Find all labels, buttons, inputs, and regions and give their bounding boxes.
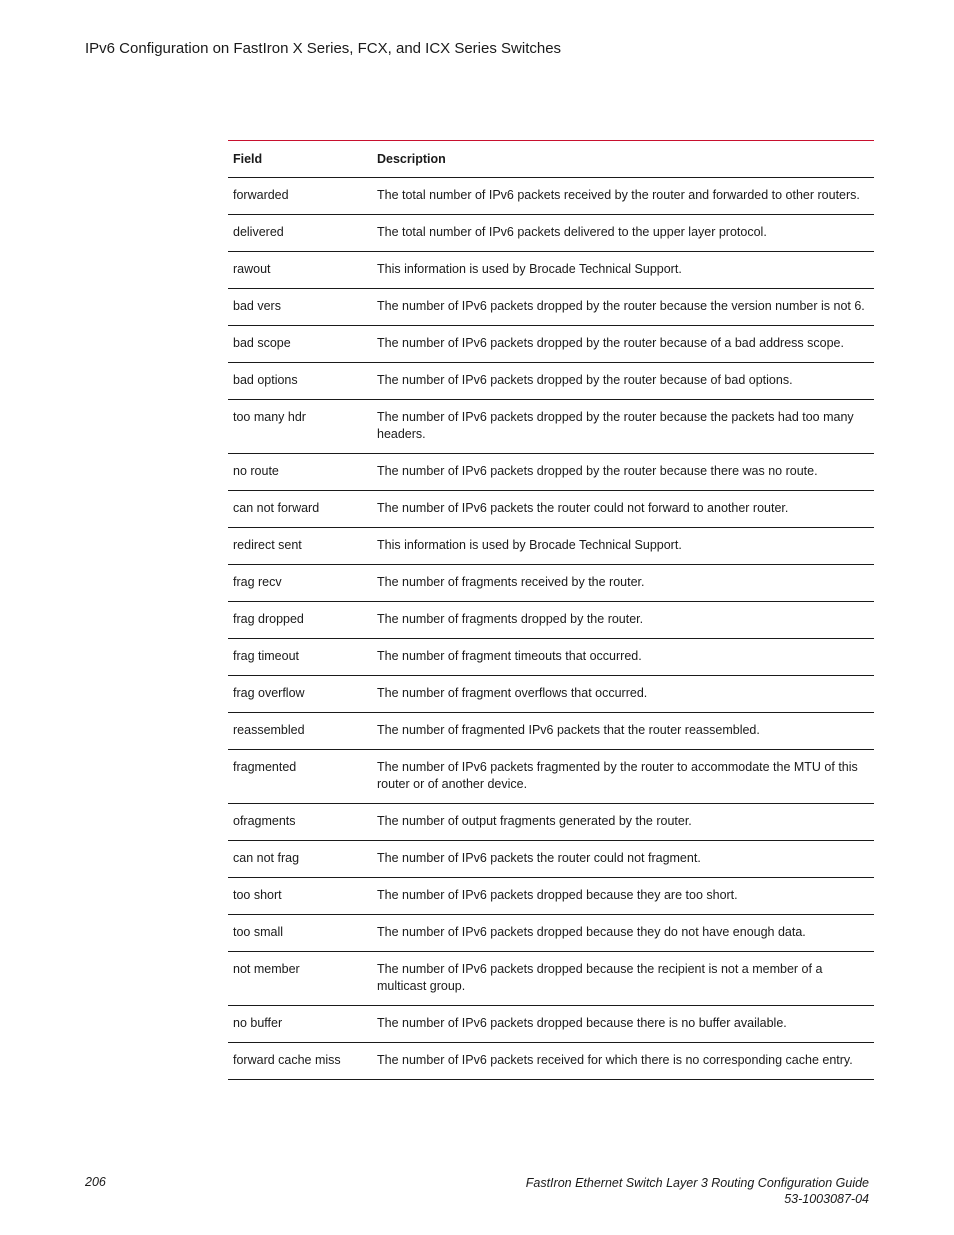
- table-row: [228, 676, 874, 713]
- field-cell: too short: [228, 878, 372, 915]
- field-cell: rawout: [228, 252, 372, 289]
- field-cell: fragmented: [228, 750, 372, 804]
- table-row: [228, 252, 874, 289]
- table-row: [228, 639, 874, 676]
- description-cell: The number of fragments received by the router.: [372, 565, 874, 602]
- description-cell: The number of IPv6 packets the router could not fragment.: [372, 841, 874, 878]
- table-row: [228, 804, 874, 841]
- field-cell: too many hdr: [228, 400, 372, 454]
- table-row: [228, 528, 874, 565]
- table-row: [228, 178, 874, 215]
- column-header-field: Field: [228, 141, 372, 178]
- table-row: [228, 326, 874, 363]
- field-cell: ofragments: [228, 804, 372, 841]
- table-row: [228, 952, 874, 1006]
- table-row: [228, 454, 874, 491]
- field-cell: can not forward: [228, 491, 372, 528]
- field-cell: bad scope: [228, 326, 372, 363]
- document-number: 53-1003087-04: [784, 1192, 869, 1206]
- description-cell: The number of IPv6 packets dropped by the router because of a bad address scope.: [372, 326, 874, 363]
- table-row: [228, 602, 874, 639]
- field-cell: frag timeout: [228, 639, 372, 676]
- description-cell: The number of IPv6 packets dropped by the router because there was no route.: [372, 454, 874, 491]
- table-row: [228, 215, 874, 252]
- field-description-table: [228, 140, 874, 1080]
- table-row: [228, 1006, 874, 1043]
- field-cell: redirect sent: [228, 528, 372, 565]
- description-cell: The number of fragments dropped by the router.: [372, 602, 874, 639]
- field-cell: frag overflow: [228, 676, 372, 713]
- description-cell: The number of IPv6 packets dropped because they are too short.: [372, 878, 874, 915]
- field-cell: no buffer: [228, 1006, 372, 1043]
- description-cell: The number of IPv6 packets dropped because the recipient is not a member of a multicast group.: [372, 952, 874, 1006]
- description-cell: The number of IPv6 packets dropped by the router because of bad options.: [372, 363, 874, 400]
- field-cell: reassembled: [228, 713, 372, 750]
- description-cell: The number of fragment overflows that occurred.: [372, 676, 874, 713]
- page-number: 206: [85, 1175, 106, 1189]
- guide-title: FastIron Ethernet Switch Layer 3 Routing Configuration Guide: [525, 1176, 869, 1190]
- description-cell: The number of IPv6 packets dropped by the router because the version number is not 6.: [372, 289, 874, 326]
- field-cell: can not frag: [228, 841, 372, 878]
- table-row: [228, 491, 874, 528]
- field-cell: forwarded: [228, 178, 372, 215]
- description-cell: The number of IPv6 packets fragmented by the router to accommodate the MTU of this router or of another device.: [372, 750, 874, 804]
- description-cell: The number of output fragments generated by the router.: [372, 804, 874, 841]
- field-cell: bad vers: [228, 289, 372, 326]
- table-row: [228, 750, 874, 804]
- description-cell: The total number of IPv6 packets delivered to the upper layer protocol.: [372, 215, 874, 252]
- table-body: [228, 178, 874, 1080]
- description-cell: The number of fragmented IPv6 packets that the router reassembled.: [372, 713, 874, 750]
- description-cell: The number of IPv6 packets received for which there is no corresponding cache entry.: [372, 1043, 874, 1080]
- field-cell: too small: [228, 915, 372, 952]
- field-cell: not member: [228, 952, 372, 1006]
- description-cell: This information is used by Brocade Technical Support.: [372, 252, 874, 289]
- description-cell: The number of IPv6 packets the router could not forward to another router.: [372, 491, 874, 528]
- description-cell: The total number of IPv6 packets received by the router and forwarded to other routers.: [372, 178, 874, 215]
- footer-doc-info: [526, 1175, 869, 1207]
- description-cell: The number of IPv6 packets dropped because they do not have enough data.: [372, 915, 874, 952]
- table-header-row: [228, 141, 874, 178]
- description-cell: The number of IPv6 packets dropped because there is no buffer available.: [372, 1006, 874, 1043]
- table-row: [228, 289, 874, 326]
- field-cell: bad options: [228, 363, 372, 400]
- description-cell: This information is used by Brocade Technical Support.: [372, 528, 874, 565]
- field-cell: no route: [228, 454, 372, 491]
- table-row: [228, 841, 874, 878]
- description-cell: The number of IPv6 packets dropped by the router because the packets had too many headers.: [372, 400, 874, 454]
- running-header: IPv6 Configuration on FastIron X Series, FCX, and ICX Series Switches: [85, 40, 562, 57]
- table-row: [228, 400, 874, 454]
- table-row: [228, 713, 874, 750]
- description-cell: The number of fragment timeouts that occurred.: [372, 639, 874, 676]
- field-cell: frag recv: [228, 565, 372, 602]
- column-header-description: Description: [372, 141, 874, 178]
- field-cell: frag dropped: [228, 602, 372, 639]
- table-row: [228, 1043, 874, 1080]
- table-row: [228, 363, 874, 400]
- field-cell: delivered: [228, 215, 372, 252]
- table-row: [228, 565, 874, 602]
- table-row: [228, 915, 874, 952]
- field-cell: forward cache miss: [228, 1043, 372, 1080]
- table-row: [228, 878, 874, 915]
